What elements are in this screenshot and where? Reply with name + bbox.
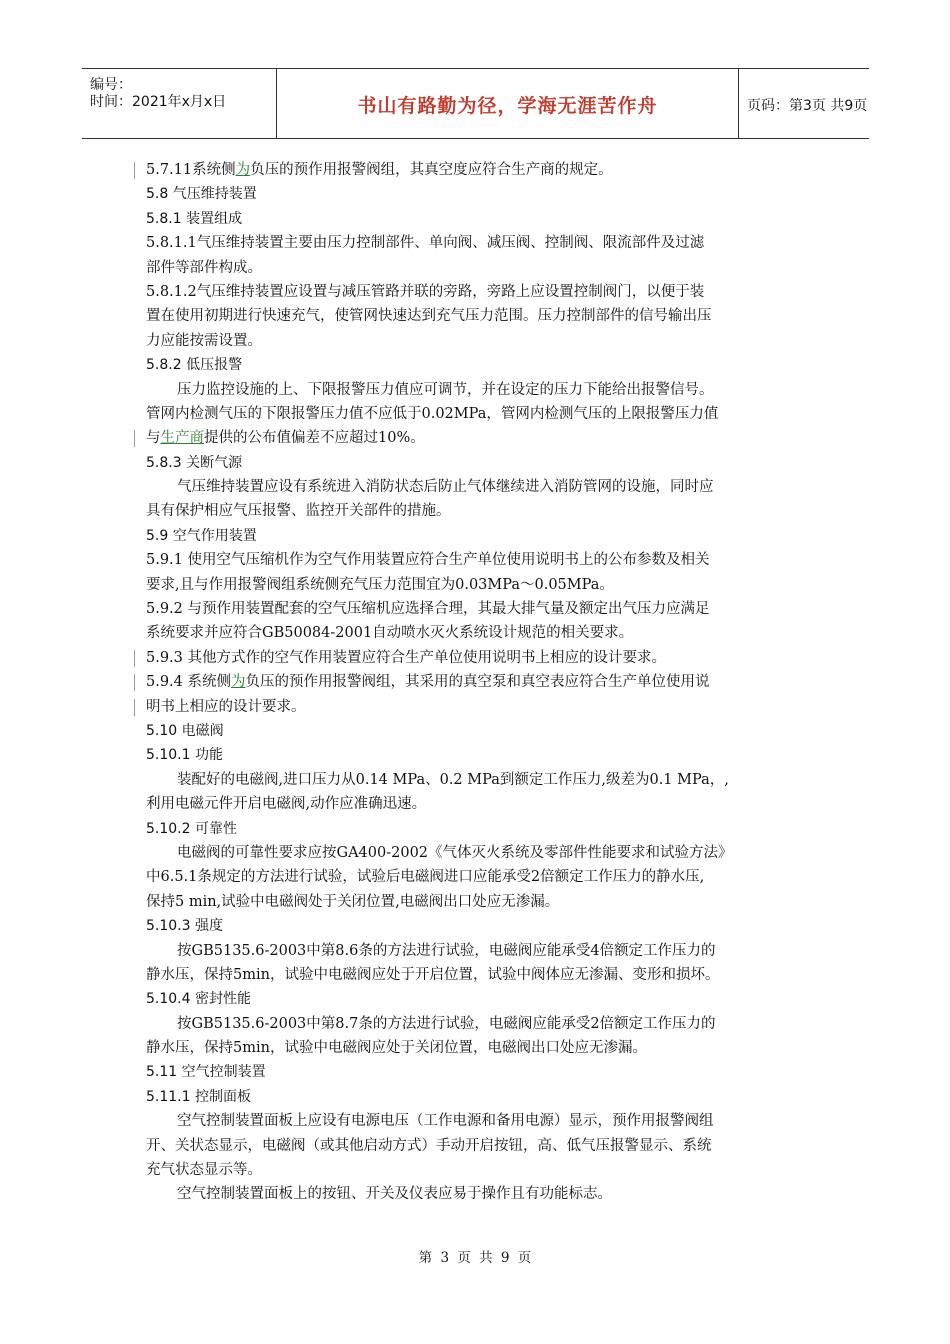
- text-span: 5.8.1 装置组成: [146, 210, 243, 227]
- text-span: 5.8.2 低压报警: [146, 357, 243, 374]
- text-span: 明书上相应的设计要求。: [146, 698, 306, 715]
- text-line: [146, 548, 810, 572]
- text-span: 利用电磁元件开启电磁阀,动作应准确迅速。: [146, 796, 427, 813]
- text-span: 置在使用初期进行快速充气，使管网快速达到充气压力范围。压力控制部件的信号输出压: [146, 308, 712, 325]
- text-line: [146, 841, 810, 865]
- text-line: [146, 597, 810, 621]
- text-line: [146, 621, 810, 645]
- section-heading: [146, 353, 810, 377]
- header-info-cell: [82, 69, 277, 138]
- text-line: [146, 646, 810, 670]
- text-span: 力应能按需设置。: [146, 332, 262, 349]
- text-line: [146, 158, 810, 182]
- text-line: [146, 329, 810, 353]
- text-span: 静水压，保持5min，试验中电磁阀应处于开启位置，试验中阀体应无渗漏、变形和损坏。: [146, 966, 720, 983]
- text-span: 电磁阀的可靠性要求应按GA400-2002《气体灭火系统及零部件性能要求和试验方法》: [177, 844, 733, 861]
- text-line: [146, 1036, 810, 1060]
- section-heading: [146, 451, 810, 475]
- section-heading: [146, 914, 810, 938]
- revision-bar: [134, 430, 135, 447]
- text-line: [146, 963, 810, 987]
- text-span: 5.10.4 密封性能: [146, 991, 251, 1008]
- text-span: 5.8.1.2气压维持装置应设置与减压管路并联的旁路，旁路上应设置控制阀门，以便于装: [146, 283, 705, 300]
- text-span: 5.9.3 其他方式作的空气作用装置应符合生产单位使用说明书上相应的设计要求。: [146, 649, 667, 666]
- text-span: 压力监控设施的上、下限报警压力值应可调节，并在设定的压力下能给出报警信号。: [177, 381, 714, 398]
- text-line: [146, 939, 810, 963]
- text-span: 中6.5.1条规定的方法进行试验，试验后电磁阀进口应能承受2倍额定工作压力的静水压,: [146, 869, 705, 886]
- text-span: 5.8.1.1气压维持装置主要由压力控制部件、单向阀、减压阀、控制阀、限流部件及过滤: [146, 235, 705, 252]
- text-line: [146, 304, 810, 328]
- text-span: 管网内检测气压的下限报警压力值不应低于0.02MPa，管网内检测气压的上限报警压力值: [146, 405, 719, 422]
- text-line: [146, 426, 810, 450]
- text-span: 5.10.2 可靠性: [146, 820, 237, 837]
- text-span: 空气控制装置面板上应设有电源电压（工作电源和备用电源）显示，预作用报警阀组: [177, 1113, 714, 1130]
- text-line: [146, 231, 810, 255]
- text-span: 5.9.2 与预作用装置配套的空气压缩机应选择合理，其最大排气量及额定出气压力应满足: [146, 601, 710, 618]
- text-span: 空气控制装置面板上的按钮、开关及仪表应易于操作且有功能标志。: [177, 1186, 612, 1203]
- text-line: [146, 280, 810, 304]
- text-line: [146, 670, 810, 694]
- page-header: [82, 68, 869, 139]
- text-span: 5.9.4 系统侧: [146, 674, 232, 691]
- text-line: [146, 1012, 810, 1036]
- header-motto-cell: [277, 69, 739, 138]
- text-span: 充气状态显示等。: [146, 1162, 262, 1179]
- text-span: 开、关状态显示，电磁阀（或其他启动方式）手动开启按钮，高、低气压报警显示、系统: [146, 1137, 712, 1154]
- text-span: 5.9.1 使用空气压缩机作为空气作用装置应符合生产单位使用说明书上的公布参数及相关: [146, 552, 710, 569]
- highlighted-text: 为: [235, 162, 251, 178]
- text-span: 气压维持装置应设有系统进入消防状态后防止气体继续进入消防管网的设施，同时应: [177, 479, 714, 496]
- document-body: [146, 158, 810, 1207]
- text-span: 部件等部件构成。: [146, 259, 262, 276]
- text-span: 5.10 电磁阀: [146, 722, 224, 739]
- text-line: [146, 865, 810, 889]
- header-motto: 书山有路勤为径，学海无涯苦作舟: [357, 95, 658, 117]
- text-line: [146, 573, 810, 597]
- text-span: 5.10.1 功能: [146, 747, 223, 764]
- text-span: 与: [146, 430, 161, 447]
- text-span: 静水压，保持5min，试验中电磁阀应处于关闭位置，电磁阀出口处应无渗漏。: [146, 1040, 647, 1057]
- revision-bar: [134, 699, 135, 716]
- document-date: 时间：2021年x月x日: [90, 94, 227, 110]
- text-span: 5.7.11系统侧: [146, 162, 236, 178]
- text-line: [146, 378, 810, 402]
- section-heading: [146, 987, 810, 1011]
- text-line: [146, 1134, 810, 1158]
- revision-bar: [134, 162, 135, 179]
- text-span: 负压的预作用报警阀组，其采用的真空泵和真空表应符合生产单位使用说: [245, 674, 710, 691]
- header-page-number: 页码：第3页 共9页: [747, 98, 868, 114]
- section-heading: [146, 743, 810, 767]
- text-line: [146, 1158, 810, 1182]
- text-span: 要求,且与作用报警阀组系统侧充气压力范围宜为0.03MPa～0.05MPa。: [146, 576, 614, 593]
- text-span: 5.11.1 控制面板: [146, 1088, 251, 1105]
- section-heading: [146, 719, 810, 743]
- text-span: 按GB5135.6-2003中第8.7条的方法进行试验，电磁阀应能承受2倍额定工作压力的: [177, 1015, 716, 1032]
- text-line: [146, 792, 810, 816]
- text-span: 装配好的电磁阀,进口压力从0.14 MPa、0.2 MPa到额定工作压力,级差为0.1 MPa，,: [177, 771, 729, 788]
- text-span: 5.10.3 强度: [146, 918, 223, 935]
- text-line: [146, 695, 810, 719]
- text-line: [146, 768, 810, 792]
- page-footer: 第 3 页 共 9 页: [418, 1250, 532, 1266]
- revision-bar: [134, 674, 135, 691]
- text-line: [146, 402, 810, 426]
- document-number-label: 编号：: [90, 77, 132, 93]
- highlighted-text: 生产商: [160, 430, 204, 447]
- text-span: 5.8 气压维持装置: [146, 186, 257, 203]
- text-span: 具有保护相应气压报警、监控开关部件的措施。: [146, 503, 451, 520]
- section-heading: [146, 182, 810, 206]
- text-span: 5.11 空气控制装置: [146, 1064, 266, 1081]
- text-line: [146, 890, 810, 914]
- section-heading: [146, 1085, 810, 1109]
- section-heading: [146, 817, 810, 841]
- text-span: 按GB5135.6-2003中第8.6条的方法进行试验，电磁阀应能承受4倍额定工作压力的: [177, 942, 716, 959]
- text-span: 负压的预作用报警阀组，其真空度应符合生产商的规定。: [250, 162, 613, 178]
- header-page-cell: [739, 69, 869, 138]
- text-span: 提供的公布值偏差不应超过10%。: [204, 430, 425, 447]
- revision-bar: [134, 650, 135, 667]
- section-heading: [146, 1060, 810, 1084]
- text-span: 保持5 min,试验中电磁阀处于关闭位置,电磁阀出口处应无渗漏。: [146, 893, 560, 910]
- text-line: [146, 499, 810, 523]
- text-line: [146, 1109, 810, 1133]
- text-line: [146, 475, 810, 499]
- text-span: 系统要求并应符合GB50084-2001自动喷水灭火系统设计规范的相关要求。: [146, 625, 634, 642]
- text-line: [146, 1182, 810, 1206]
- text-span: 5.9 空气作用装置: [146, 527, 257, 544]
- section-heading: [146, 524, 810, 548]
- text-span: 5.8.3 关断气源: [146, 454, 243, 471]
- highlighted-text: 为: [231, 674, 246, 691]
- section-heading: [146, 207, 810, 231]
- text-line: [146, 256, 810, 280]
